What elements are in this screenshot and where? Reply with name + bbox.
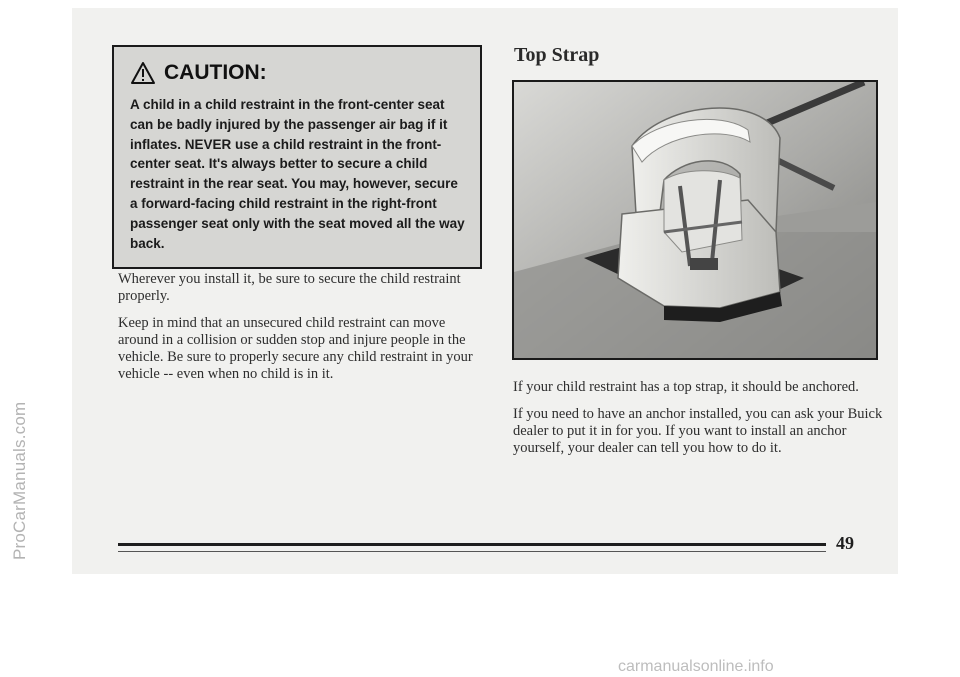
paragraph-anchor-install: If you need to have an anchor installed, you can ask your Buick dealer to put it in for you. If you want to install an anchor yourself, your dealer can tell you how to do it. [513,406,883,456]
warning-triangle-icon [130,61,156,85]
section-heading: Top Strap [514,44,600,66]
footer-rule-thick [118,543,826,546]
caution-header [130,61,466,85]
left-column [118,271,488,393]
child-seat-top-strap-illustration [512,80,878,360]
caution-box [112,45,482,269]
right-column [513,379,883,467]
side-watermark-text: ProCarManuals.com [10,401,29,560]
footer-rule-thin [118,551,826,552]
caution-text: A child in a child restraint in the front-center seat can be badly injured by the passenger air bag if it inflates. NEVER use a child restraint in the front-center seat. It's always better to secure a child restraint in the rear seat. You may, however, secure a forward-facing child restraint in the right-front passenger seat only with the seat moved all the way back. [130,97,465,251]
illustration-drawing [514,82,876,358]
paragraph-unsecured-restraint: Keep in mind that an unsecured child restraint can move around in a collision or sudden stop and injure people in the vehicle. Be sure to properly secure any child restraint in your vehicle -- even when no child is in it. [118,315,473,382]
paragraph-secure-properly: Wherever you install it, be sure to secure the child restraint properly. [118,271,461,304]
paragraph-top-strap: If your child restraint has a top strap, it should be anchored. [513,379,859,395]
caution-title: CAUTION: [164,61,267,84]
footer-watermark: carmanualsonline.info [618,658,774,675]
page-number: 49 [836,533,854,553]
